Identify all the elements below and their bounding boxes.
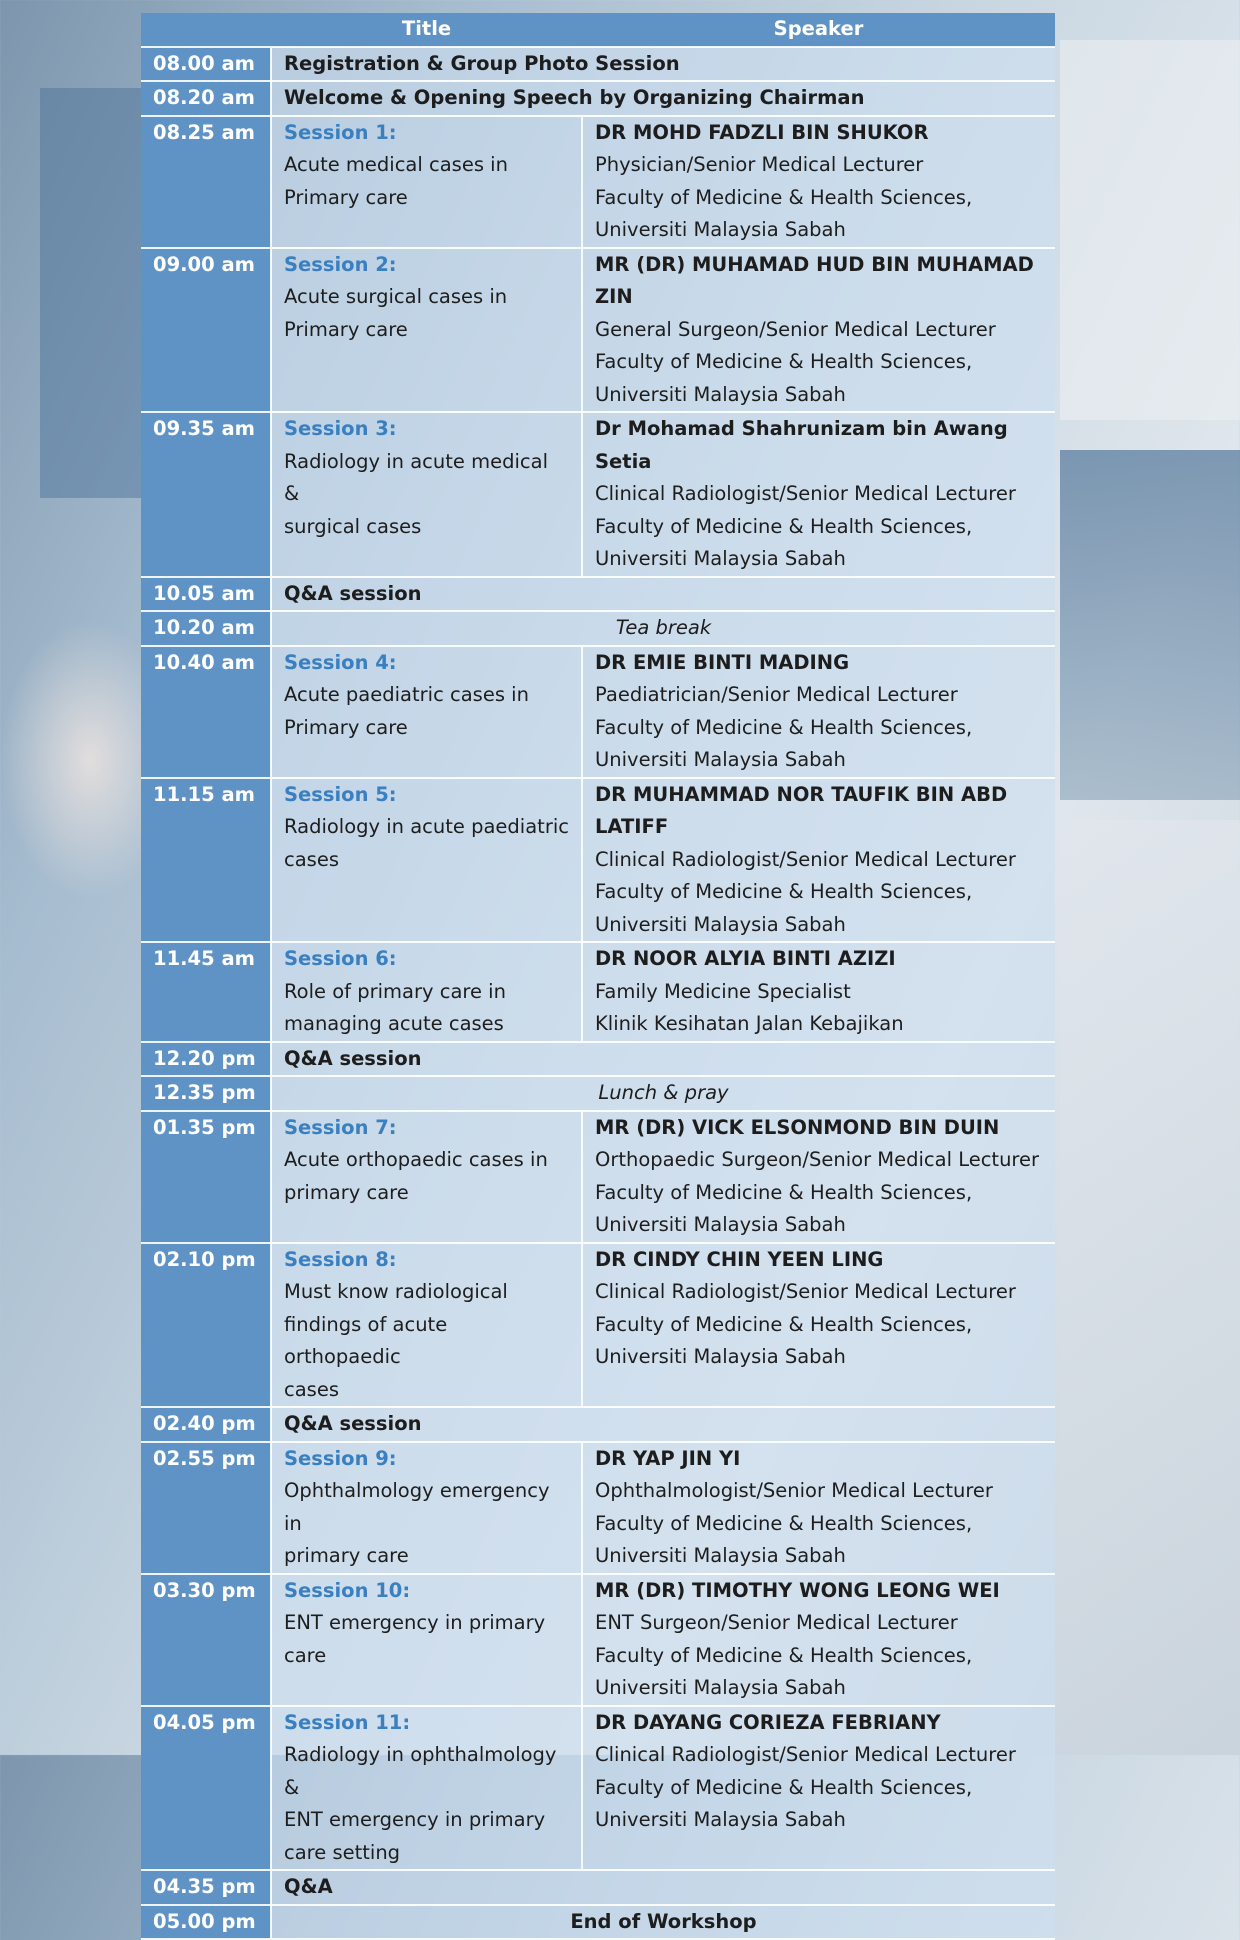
time-label: 05.00 pm (153, 1909, 256, 1933)
session-title-line: cases (284, 1377, 339, 1401)
time-cell (141, 577, 271, 612)
speaker-detail: Clinical Radiologist/Senior Medical Lecturer (595, 847, 1016, 871)
schedule-row (141, 1574, 1055, 1706)
speaker-detail: Faculty of Medicine & Health Sciences, (595, 350, 973, 373)
speaker-detail: Faculty of Medicine & Health Sciences, (595, 1180, 973, 1204)
speaker-cell (582, 778, 1055, 943)
speaker-detail: Faculty of Medicine & Health Sciences, (595, 1511, 973, 1535)
speaker-cell (582, 1243, 1055, 1408)
speaker-name: DR CINDY CHIN YEEN LING (595, 1247, 884, 1271)
time-cell (141, 412, 271, 577)
speaker-cell (582, 1574, 1055, 1706)
session-title-line: Role of primary care in (284, 979, 506, 1003)
background-panel-right (1060, 40, 1240, 420)
speaker-name: DR EMIE BINTI MADING (595, 650, 850, 674)
speaker-detail: Universiti Malaysia Sabah (595, 547, 846, 570)
speaker-name: DR MUHAMMAD NOR TAUFIK BIN ABD LATIFF (595, 782, 1008, 838)
speaker-cell (582, 942, 1055, 1042)
speaker-name: MR (DR) VICK ELSONMOND BIN DUIN (595, 1115, 1000, 1139)
speaker-cell (582, 646, 1055, 778)
session-title-line: primary care (284, 1180, 409, 1204)
time-label: 02.10 pm (153, 1247, 256, 1271)
speaker-detail: Paediatrician/Senior Medical Lecturer (595, 683, 958, 706)
schedule-row (141, 1905, 1055, 1940)
time-cell (141, 116, 271, 248)
event-label: Q&A session (284, 581, 422, 605)
time-cell (141, 942, 271, 1042)
schedule-row (141, 1111, 1055, 1243)
schedule-row (141, 1243, 1055, 1408)
speaker-detail: Universiti Malaysia Sabah (595, 1808, 846, 1831)
schedule-row (141, 248, 1055, 413)
time-label: 08.20 am (153, 86, 255, 109)
session-label: Session 4: (284, 650, 397, 674)
time-cell (141, 1243, 271, 1408)
time-cell (141, 1042, 271, 1077)
speaker-cell (582, 1706, 1055, 1871)
speaker-name: MR (DR) TIMOTHY WONG LEONG WEI (595, 1578, 1000, 1602)
break-label: Lunch & pray (598, 1081, 729, 1104)
speaker-name: MR (DR) MUHAMAD HUD BIN MUHAMAD ZIN (595, 252, 1034, 308)
speaker-detail: Universiti Malaysia Sabah (595, 748, 846, 771)
time-cell (141, 1111, 271, 1243)
session-title-line: Primary care (284, 317, 408, 341)
time-cell (141, 1706, 271, 1871)
session-label: Session 11: (284, 1710, 411, 1734)
session-label: Session 2: (284, 252, 397, 276)
event-label: Q&A session (284, 1412, 422, 1435)
session-title-line: Acute orthopaedic cases in (284, 1148, 548, 1171)
speaker-detail: Clinical Radiologist/Senior Medical Lecturer (595, 1280, 1016, 1303)
schedule-row (141, 1706, 1055, 1871)
event-label: Welcome & Opening Speech by Organizing Chairman (284, 86, 865, 109)
time-label: 04.35 pm (153, 1875, 256, 1898)
time-cell (141, 1870, 271, 1905)
speaker-header: Speaker (582, 13, 1055, 47)
title-cell (271, 1111, 582, 1243)
session-title-line: Acute paediatric cases in (284, 683, 529, 706)
time-label: 08.25 am (153, 120, 255, 144)
time-cell (141, 1905, 271, 1940)
event-cell (271, 1870, 1055, 1905)
session-label: Session 1: (284, 120, 397, 144)
session-title-line: surgical cases (284, 514, 422, 538)
session-title-line: Primary care (284, 185, 408, 209)
speaker-cell (582, 116, 1055, 248)
speaker-cell (582, 412, 1055, 577)
session-title-line: Must know radiological (284, 1280, 508, 1303)
schedule-row (141, 1407, 1055, 1442)
title-cell (271, 1574, 582, 1706)
time-label: 02.55 pm (153, 1446, 256, 1470)
time-cell (141, 611, 271, 646)
time-label: 08.00 am (153, 51, 255, 75)
speaker-detail: Universiti Malaysia Sabah (595, 1213, 846, 1236)
speaker-detail: General Surgeon/Senior Medical Lecturer (595, 317, 996, 341)
speaker-detail: Universiti Malaysia Sabah (595, 382, 846, 406)
time-cell (141, 1442, 271, 1574)
time-label: 10.40 am (153, 650, 255, 674)
title-cell (271, 942, 582, 1042)
speaker-name: Dr Mohamad Shahrunizam bin Awang Setia (595, 417, 1008, 473)
time-label: 02.40 pm (153, 1412, 256, 1435)
session-label: Session 7: (284, 1115, 397, 1139)
speaker-detail: Faculty of Medicine & Health Sciences, (595, 715, 973, 739)
session-title-line: ENT emergency in primary (284, 1808, 546, 1831)
event-label: Q&A session (284, 1046, 422, 1070)
title-cell (271, 1243, 582, 1408)
speaker-detail: Physician/Senior Medical Lecturer (595, 153, 924, 176)
event-cell (271, 47, 1055, 82)
speaker-detail: Faculty of Medicine & Health Sciences, (595, 185, 973, 209)
schedule-row (141, 47, 1055, 82)
title-cell (271, 646, 582, 778)
speaker-detail: Universiti Malaysia Sabah (595, 1345, 846, 1368)
session-title-line: Radiology in acute medical & (284, 449, 548, 505)
session-label: Session 6: (284, 947, 397, 970)
session-title-line: care (284, 1643, 327, 1667)
title-cell (271, 778, 582, 943)
event-label: Registration & Group Photo Session (284, 51, 680, 75)
time-cell (141, 1574, 271, 1706)
break-label: Tea break (615, 616, 712, 639)
time-label: 11.45 am (153, 947, 255, 970)
time-label: 01.35 pm (153, 1115, 256, 1139)
time-label: 09.35 am (153, 417, 255, 440)
event-cell (271, 1042, 1055, 1077)
schedule-row (141, 577, 1055, 612)
speaker-detail: Klinik Kesihatan Jalan Kebajikan (595, 1012, 904, 1035)
schedule-row (141, 81, 1055, 116)
speaker-name: DR MOHD FADZLI BIN SHUKOR (595, 120, 929, 144)
session-title-line: care setting (284, 1840, 401, 1864)
event-cell (271, 81, 1055, 116)
schedule-row (141, 1870, 1055, 1905)
time-label: 11.15 am (153, 782, 255, 806)
schedule-row (141, 778, 1055, 943)
closing-cell (271, 1905, 1055, 1940)
session-title-line: Acute surgical cases in (284, 285, 508, 308)
speaker-detail: Universiti Malaysia Sabah (595, 1676, 846, 1699)
session-title-line: primary care (284, 1544, 409, 1567)
schedule-row (141, 646, 1055, 778)
header-row (141, 13, 1055, 47)
event-cell (271, 1407, 1055, 1442)
speaker-detail: Faculty of Medicine & Health Sciences, (595, 1312, 973, 1336)
time-cell (141, 248, 271, 413)
session-title-line: Radiology in acute paediatric (284, 815, 569, 838)
speaker-detail: Clinical Radiologist/Senior Medical Lecturer (595, 1743, 1016, 1766)
time-cell (141, 1076, 271, 1111)
schedule-table (141, 13, 1055, 1940)
session-label: Session 10: (284, 1578, 411, 1602)
session-label: Session 9: (284, 1446, 397, 1470)
time-label: 10.05 am (153, 581, 255, 605)
time-label: 12.35 pm (153, 1081, 256, 1104)
title-header: Title (271, 13, 582, 47)
time-cell (141, 47, 271, 82)
title-cell (271, 248, 582, 413)
background-coat (1060, 820, 1240, 1755)
schedule-row (141, 1442, 1055, 1574)
session-title-line: Primary care (284, 715, 408, 739)
speaker-detail: Faculty of Medicine & Health Sciences, (595, 1643, 973, 1667)
speaker-detail: Universiti Malaysia Sabah (595, 218, 846, 241)
speaker-detail: Universiti Malaysia Sabah (595, 912, 846, 936)
session-title-line: cases (284, 847, 339, 871)
time-cell (141, 81, 271, 116)
session-title-line: Ophthalmology emergency in (284, 1479, 550, 1535)
session-label: Session 3: (284, 417, 397, 440)
speaker-cell (582, 1111, 1055, 1243)
schedule-row (141, 116, 1055, 248)
background-scan (1060, 450, 1240, 800)
schedule-row (141, 412, 1055, 577)
speaker-cell (582, 1442, 1055, 1574)
schedule-row (141, 1076, 1055, 1111)
event-cell (271, 577, 1055, 612)
speaker-detail: ENT Surgeon/Senior Medical Lecturer (595, 1611, 958, 1634)
schedule-row (141, 942, 1055, 1042)
schedule-row (141, 611, 1055, 646)
speaker-detail: Faculty of Medicine & Health Sciences, (595, 880, 973, 903)
session-title-line: Acute medical cases in (284, 153, 508, 176)
schedule-row (141, 1042, 1055, 1077)
background-hand (0, 620, 150, 900)
speaker-detail: Family Medicine Specialist (595, 979, 851, 1003)
closing-label: End of Workshop (570, 1909, 757, 1933)
speaker-detail: Ophthalmologist/Senior Medical Lecturer (595, 1479, 993, 1502)
session-label: Session 8: (284, 1247, 397, 1271)
title-cell (271, 412, 582, 577)
speaker-detail: Universiti Malaysia Sabah (595, 1544, 846, 1567)
title-cell (271, 1706, 582, 1871)
speaker-name: DR NOOR ALYIA BINTI AZIZI (595, 947, 896, 970)
time-cell (141, 646, 271, 778)
session-title-line: managing acute cases (284, 1012, 504, 1035)
break-cell (271, 611, 1055, 646)
session-title-line: Radiology in ophthalmology & (284, 1743, 557, 1799)
session-title-line: findings of acute orthopaedic (284, 1312, 448, 1368)
speaker-name: DR DAYANG CORIEZA FEBRIANY (595, 1710, 941, 1734)
time-cell (141, 778, 271, 943)
time-cell (141, 1407, 271, 1442)
time-label: 03.30 pm (153, 1578, 256, 1602)
time-label: 09.00 am (153, 252, 255, 276)
break-cell (271, 1076, 1055, 1111)
time-label: 04.05 pm (153, 1710, 256, 1734)
time-header (141, 13, 271, 47)
speaker-detail: Orthopaedic Surgeon/Senior Medical Lecturer (595, 1148, 1040, 1171)
title-cell (271, 1442, 582, 1574)
speaker-cell (582, 248, 1055, 413)
speaker-detail: Clinical Radiologist/Senior Medical Lecturer (595, 482, 1016, 505)
time-label: 10.20 am (153, 616, 255, 639)
time-label: 12.20 pm (153, 1046, 256, 1070)
speaker-detail: Faculty of Medicine & Health Sciences, (595, 1775, 973, 1799)
event-label: Q&A (284, 1875, 333, 1898)
title-cell (271, 116, 582, 248)
speaker-detail: Faculty of Medicine & Health Sciences, (595, 514, 973, 538)
session-title-line: ENT emergency in primary (284, 1611, 546, 1634)
session-label: Session 5: (284, 782, 397, 806)
speaker-name: DR YAP JIN YI (595, 1446, 741, 1470)
